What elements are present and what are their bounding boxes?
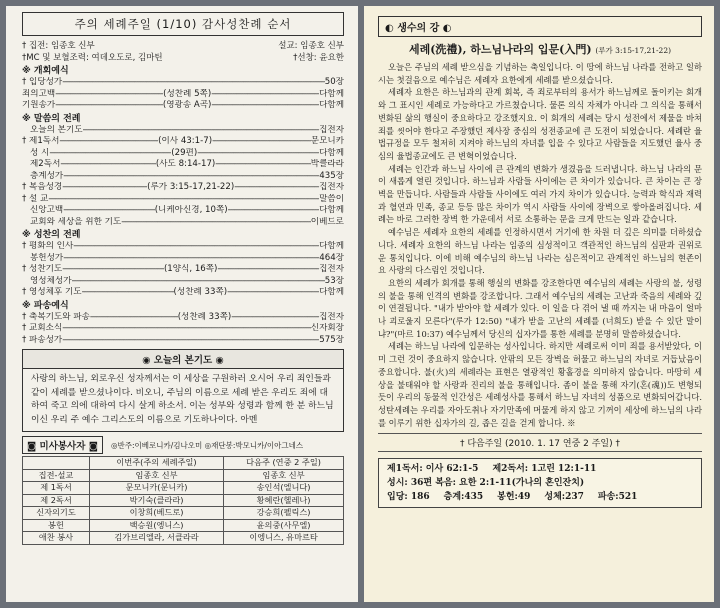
table-cell: 제 2독서 <box>23 494 90 507</box>
table-cell: 송인석(엘니다) <box>224 482 344 495</box>
liturgy-item <box>22 182 344 194</box>
table-header-row <box>23 457 344 470</box>
sermon-paragraph: 세례는 인간과 하느님 사이에 큰 관계의 변화가 생겼음을 드러냅니다. 하느님 나라의 문이 새롭게 열린 것입니다. 하느님과 사람들 사이에는 큰 차이가 있습니다. 큰 차이는 큰 장벽을 만듭니다. 사람들과 사람들 사이에도 여러 가지 차이가 있습니다. 능력과 학식과 재력과 혈연과 민족, 종교 등등 많은 차이가 역시 사람들 사이에 장벽으로 쌓아올려집니다. 세례는 바로 그러한 장벽 한 가운데서 서로 소통하는 문을 크게 만드는 일과 같습니다. <box>378 163 702 225</box>
table-row <box>23 507 344 520</box>
service-header <box>22 436 344 454</box>
leader-dots <box>228 205 319 217</box>
leader-dots <box>59 136 158 148</box>
leader-dots <box>211 89 319 101</box>
liturgy-item <box>22 217 344 229</box>
leader-dots <box>63 205 154 217</box>
liturgy-item-leader: 신자회장 <box>310 323 344 333</box>
leader-dots <box>49 148 171 160</box>
sermon-paragraph: 요한의 세례가 회개를 통해 행실의 변화를 강조한다면 예수님의 세례는 사랑의 불, 성령의 불을 통해 인격의 변화를 강조합니다. 그래서 예수님의 세례는 고난과 죽음의 세례와 깊이 연결됩니다. "내가 받아야 할 세례가 있다. 이 일을 다 겪어 낼 때 까지는 내 마음이 얼마나 괴로울지 모른다"(루가 12:50) "내가 받을 고난의 세례를 (너희도) 받을 수 있단 말이냐?"(마르 10:37) 예수님께서 당신의 십자가를 통한 세례를 분명히 말씀하셨습니다. <box>378 277 702 339</box>
sermon-page <box>364 6 714 602</box>
liturgy-item-leader: 말씀이 <box>319 193 344 204</box>
liturgy-item-leader: 464장 <box>319 252 344 263</box>
liturgy-item-label: 오늘의 본기도 <box>30 124 83 135</box>
leader-dots <box>121 217 311 229</box>
liturgy-item-ref: (니케아신경, 10쪽) <box>154 205 228 215</box>
liturgy-item-ref: (이사 43:1-7) <box>158 136 213 146</box>
liturgy-item-ref: (영광송 A곡) <box>162 100 212 110</box>
liturgy-item-label: † 축복기도와 파송 <box>22 311 90 322</box>
liturgy-item <box>22 323 344 335</box>
sermon-paragraph: 오늘은 주님의 세례 받으심을 기념하는 축일입니다. 이 땅에 하느님 나라를 전하고 일하시는 첫걸음으로 예수님은 세례자 요한에게 세례를 받으셨습니다. <box>378 62 702 85</box>
sermon-paragraph: 세례는 하느님 나라에 입문하는 성사입니다. 하지만 세례로써 이미 죄를 용서받았다, 이미 그런 것이 중요하지 않습니다. 안팎의 모든 장벽을 허물고 하느님의 자녀로 거듭났음이 중요합니다. 불(火)의 세례라는 표현은 열광적인 황홀경을 의미하지 않습니다. 마땅히 세상을 불태워야 할 사랑과 진리의 불을 통해입니다. 좀이 불을 통해 자기(혼(魂))도 변형되듯이 우리의 동물적 인간성은 세례성사를 통해서 하느님 자녀의 성품으로 변화되어갑니다. 성탄세례는 우리를 자아도취나 자기만족에 머물게 하지 않고 기꺼이 세상에 하느님의 나라를 이루기 위한 십자가의 길, 좁은 길을 걷게 합니다. ※ <box>378 341 702 428</box>
table-cell: 윤의중(사무엘) <box>224 519 344 532</box>
celebrant-info: † 집전: 임종호 신부 설교: 임종호 신부 †MC 및 보혈조력: 여데오도로, 김마틴 †선창: 윤요한 <box>22 41 344 63</box>
table-cell: 이번주(주의 세례주일) <box>89 457 223 470</box>
liturgy-item-leader: 박클라라 <box>310 159 344 169</box>
table-cell: 김가브리엘라, 서클라라 <box>89 532 223 545</box>
table-cell: 다음주 (연중 2 주일) <box>224 457 344 470</box>
liturgy-item-label: † 입당성가 <box>22 77 63 87</box>
leader-dots <box>234 182 319 194</box>
liturgy-item-label: 기원송가 <box>22 100 56 110</box>
next-sunday-title: † 다음주일 (2010. 1. 17 연중 2 주일) † <box>378 433 702 452</box>
table-cell: 황혜란(헬레나) <box>224 494 344 507</box>
leader-dots <box>212 136 311 148</box>
liturgy-item-leader: 53장 <box>324 275 344 286</box>
table-cell: 백승원(엥니스) <box>89 519 223 532</box>
liturgy-item-leader: 이베드로 <box>310 216 344 227</box>
table-cell: 제 1독서 <box>23 482 90 495</box>
table-cell: 문모니카(문니카) <box>89 482 223 495</box>
liturgy-item-label: 층계성가 <box>30 170 64 181</box>
liturgy-item-ref: (성찬례 33쪽) <box>177 311 232 322</box>
table-cell <box>23 457 90 470</box>
liturgy-item-label: † 제1독서 <box>22 136 60 146</box>
liturgy-item-leader: 다함께 <box>319 287 344 297</box>
liturgy-item-label: 성 시 <box>30 147 50 158</box>
liturgy-item-label: † 교회소식 <box>22 323 63 333</box>
liturgy-item-label: 교회와 세상을 위한 기도 <box>30 216 122 227</box>
liturgy-item <box>22 89 344 101</box>
page-title: 주의 세례주일 (1/10) 감사성찬례 순서 <box>22 12 344 36</box>
liturgy-item-label: † 성찬기도 <box>22 264 63 274</box>
liturgy-item-label: † 평화의 인사 <box>22 241 74 251</box>
liturgy-item-leader: 다함께 <box>319 88 344 99</box>
liturgy-item-label: † 복음성경 <box>22 182 63 192</box>
liturgy-item <box>22 100 344 112</box>
liturgy-item-leader: 문모니카 <box>310 136 344 146</box>
liturgy-item-label: 영성체성가 <box>30 275 72 286</box>
liturgy-item-ref: (성찬례 5쪽) <box>163 88 212 99</box>
sermon-body <box>378 61 702 429</box>
service-title: ◙ 미사봉사자 ◙ <box>22 436 103 454</box>
leader-dots <box>48 194 319 206</box>
liturgy-item <box>22 253 344 265</box>
service-subtitle: ◎반주:이베로니카/김나오미 ◎재단봉:박모니카/이아그네스 <box>110 440 304 450</box>
liturgy-item-leader: 집전자 <box>319 182 344 192</box>
liturgy-item <box>22 205 344 217</box>
collect-text: 사랑의 하느님, 외로우신 성자께서는 이 세상을 구원하러 오시어 우리 죄인들과 같이 세례를 받으셨나이다. 비오니, 주님의 이름으로 세례 받은 우리도 죄에 대하여 죽고 의에 대하여 다시 살게 하소서. 이는 성부와 성령과 함께 한 분 하느님이신 우리 주 예수 그리스도의 이름으로 기도하나이다. 아멘 <box>22 369 344 432</box>
liturgy-item-leader: 집전자 <box>319 311 344 322</box>
table-cell: 이창희(베드로) <box>89 507 223 520</box>
section-heading: ※ 성찬의 전례 <box>22 230 81 240</box>
table-row <box>23 532 344 545</box>
liturgy-item-label: 신앙고백 <box>30 205 64 215</box>
table-cell: 집전-설교 <box>23 469 90 482</box>
table-cell: 봉헌 <box>23 519 90 532</box>
leader-dots <box>197 148 319 160</box>
liturgy-item-leader: 50장 <box>324 77 344 87</box>
sermon-heading <box>378 41 702 57</box>
liturgy-item <box>22 264 344 276</box>
liturgy-item-leader: 575장 <box>319 334 344 345</box>
liturgy-item-leader: 집전자 <box>319 264 344 274</box>
liturgy-item <box>22 171 344 183</box>
leader-dots <box>63 253 319 265</box>
liturgy-item-label: † 파송성가 <box>22 334 63 345</box>
liturgy-item <box>22 276 344 288</box>
service-table <box>22 456 344 545</box>
table-row <box>23 469 344 482</box>
liturgy-item <box>22 148 344 160</box>
next-sunday-readings: 제1독서: 이사 62:1-5 제2독서: 1고린 12:1-11 성시: 36편 복음: 요한 2:1-11(가나의 혼인잔치) 입당: 186 층계:435 봉헌:49 성체:237 파송:521 <box>378 458 702 508</box>
leader-dots <box>62 335 319 347</box>
table-cell: 임종호 신부 <box>224 469 344 482</box>
sermon-ref: (루가 3:15-17,21-22) <box>595 46 672 55</box>
order-of-service-page <box>6 6 358 602</box>
section-heading: ※ 말씀의 전례 <box>22 113 81 124</box>
leader-dots <box>63 171 319 183</box>
liturgy-item-label: † 설 교 <box>22 193 49 204</box>
liturgy-item-leader: 435장 <box>319 170 344 181</box>
liturgy-item <box>22 125 344 137</box>
table-cell: 애찬 봉사 <box>23 532 90 545</box>
table-cell: 임종호 신부 <box>89 469 223 482</box>
liturgy-item <box>22 312 344 324</box>
collect-title: ◉ 오늘의 본기도 ◉ <box>22 349 344 369</box>
table-cell: 이엥니스, 유마르타 <box>224 532 344 545</box>
liturgy-order-list <box>22 65 344 346</box>
liturgy-item-ref: (성찬례 33쪽) <box>173 287 228 297</box>
leader-dots <box>72 276 325 288</box>
liturgy-item-leader: 다함께 <box>319 205 344 215</box>
liturgy-item-label: 제2독서 <box>30 159 61 169</box>
liturgy-item <box>22 136 344 148</box>
leader-dots <box>62 323 311 335</box>
sermon-paragraph: 예수님은 세례자 요한의 세례를 인정하시면서 거기에 한 차원 더 깊은 의미를 더하셨습니다. 세례자 요한의 하느님 나라는 임종의 심성적이고 객관적인 하느님의 심판과 권위로운 통치입니다. 이에 비해 예수님의 하느님 나라는 심은적이고 관계적인 하느님의 현존이요 사랑의 다스림인 것입니다. <box>378 227 702 276</box>
leader-dots <box>60 159 156 171</box>
table-cell: 강승희(펠릭스) <box>224 507 344 520</box>
liturgy-item <box>22 159 344 171</box>
leader-dots <box>55 89 163 101</box>
liturgy-item-ref: (루가 3:15-17,21-22) <box>147 182 235 192</box>
table-row <box>23 494 344 507</box>
table-cell: 신자의기도 <box>23 507 90 520</box>
leader-dots <box>227 287 319 299</box>
leader-dots <box>55 100 163 112</box>
leader-dots <box>231 312 319 324</box>
sermon-paragraph: 세례자 요한은 하느님과의 관계 회복, 즉 죄로부터의 용서가 하느님께로 돌이키는 회개와 그 표시인 세례로 가능하다고 가르쳤습니다. 물론 의식 자체가 아니라 그 의식을 통해서 변화된 삶의 행실이 중요하다고 강조했지요. 이 회개의 세례는 당시 성전에서 제물을 바쳐 죄를 씻어야 한다고 주장했던 제사장 중심의 성전종교에 큰 도전이 되었습니다. 세례란 율법규정을 모두 철저히 지켜야 하느님의 자녀를 입을 수 있다고 사람들을 지도했던 율사 중심의 율법종교에도 큰 변혁이었습니다. <box>378 87 702 161</box>
liturgy-item-leader: 다함께 <box>319 147 344 158</box>
liturgy-item-ref: (사도 8:14-17) <box>155 159 216 169</box>
sermon-title: 세례(洗禮), 하느님나라의 입문(入門) <box>408 43 592 56</box>
liturgy-item-ref: (29편) <box>171 147 198 158</box>
table-row <box>23 482 344 495</box>
leader-dots <box>73 241 319 253</box>
liturgy-item <box>22 335 344 347</box>
liturgy-item <box>22 287 344 299</box>
liturgy-item-leader: 다함께 <box>319 241 344 251</box>
leader-dots <box>90 312 178 324</box>
liturgy-item <box>22 241 344 253</box>
liturgy-item-ref: (1양식, 16쪽) <box>163 264 218 274</box>
section-heading: ※ 파송예식 <box>22 300 69 311</box>
leader-dots <box>217 264 319 276</box>
liturgy-item <box>22 77 344 89</box>
table-row <box>23 519 344 532</box>
section-heading: ※ 개회예식 <box>22 66 69 76</box>
leader-dots <box>82 287 174 299</box>
liturgy-item-label: 봉헌성가 <box>30 252 64 263</box>
table-cell: 박기숙(클라라) <box>89 494 223 507</box>
liturgy-item-label: † 영성체후 기도 <box>22 287 82 297</box>
leader-dots <box>215 159 311 171</box>
leader-dots <box>62 182 147 194</box>
liturgy-item <box>22 194 344 206</box>
section-title: ◐ 생수의 강 ◐ <box>378 16 702 37</box>
leader-dots <box>211 100 319 112</box>
leader-dots <box>62 77 325 89</box>
liturgy-item-leader: 집전자 <box>319 124 344 135</box>
liturgy-item-leader: 다함께 <box>319 100 344 110</box>
leader-dots <box>62 264 164 276</box>
leader-dots <box>83 125 320 137</box>
liturgy-item-label: 죄의고백 <box>22 88 56 99</box>
